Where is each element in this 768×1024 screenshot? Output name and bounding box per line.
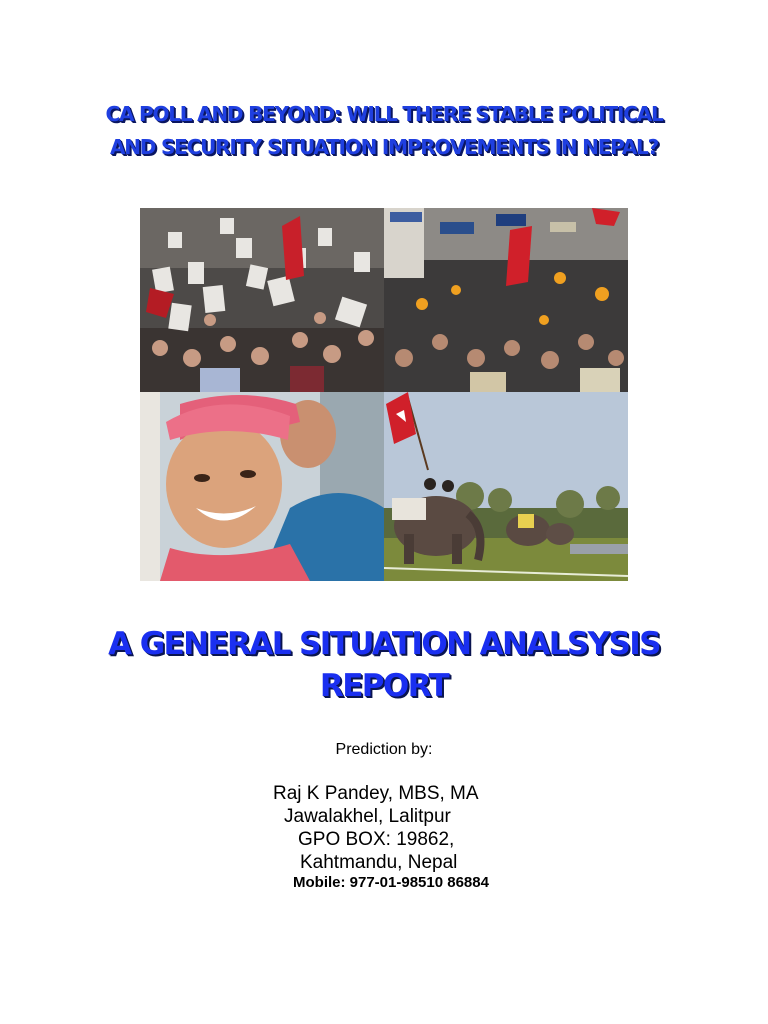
- title-line-2: AND SECURITY SITUATION IMPROVEMENTS IN NEPAL?: [109, 135, 659, 159]
- author-mobile: Mobile: 977-01-98510 86884: [293, 874, 489, 891]
- report-title-line-1: A GENERAL SITUATION ANALSYSIS: [108, 626, 660, 662]
- title-line-1: CA POLL AND BEYOND: WILL THERE STABLE POLITICAL: [105, 102, 663, 126]
- protest-crowd-photo: [140, 208, 384, 392]
- prediction-label: Prediction by:: [335, 741, 433, 758]
- photo-collage: [140, 208, 628, 581]
- author-address-line-2: GPO BOX: 19862,: [298, 829, 455, 850]
- report-title: [0, 623, 768, 707]
- report-title-line-2: REPORT: [319, 668, 449, 704]
- elephant-polo-photo: [384, 392, 628, 581]
- author-address-line-1: Jawalakhel, Lalitpur: [284, 806, 451, 827]
- smiling-child-photo: [140, 392, 384, 581]
- author-name: Raj K Pandey, MBS, MA: [273, 783, 479, 804]
- torch-rally-photo: [384, 208, 628, 392]
- document-title: [0, 98, 768, 164]
- author-address-line-3: Kahtmandu, Nepal: [300, 852, 458, 873]
